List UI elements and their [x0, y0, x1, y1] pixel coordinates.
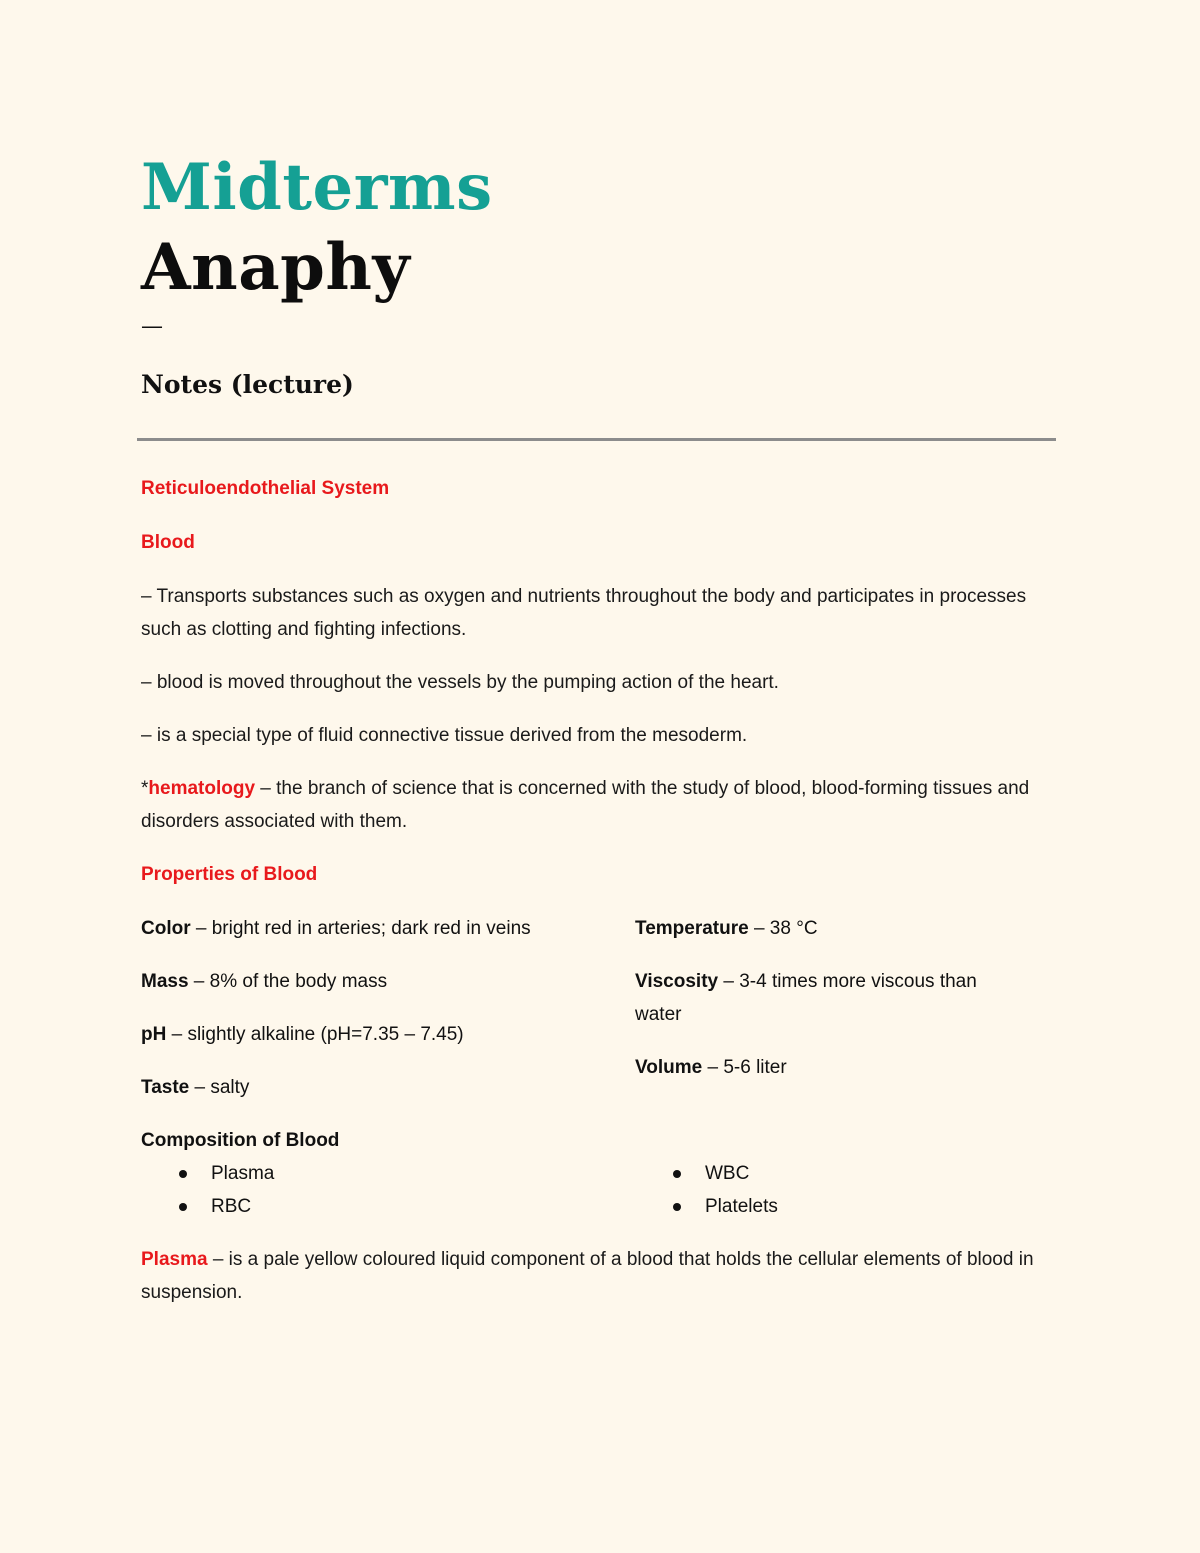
res-heading: Reticuloendothelial System — [141, 478, 390, 499]
composition-columns — [141, 1157, 1056, 1223]
notes-content — [141, 476, 1056, 1309]
plasma-text: – is a pale yellow coloured liquid component of a blood that holds the cellular elements of blood in suspension. — [141, 1249, 1034, 1303]
property-ph: pH – slightly alkaline (pH=7.35 – 7.45) — [141, 1024, 464, 1045]
blood-point-1: – Transports substances such as oxygen and nutrients throughout the body and participates in processes such as clotting and fighting infections. — [141, 586, 1027, 640]
property-mass: Mass – 8% of the body mass — [141, 971, 388, 992]
blood-point-2: – blood is moved throughout the vessels by the pumping action of the heart. — [141, 672, 779, 693]
composition-heading: Composition of Blood — [141, 1130, 340, 1151]
properties-left-column — [141, 912, 635, 1104]
blood-point-3: – is a special type of fluid connective tissue derived from the mesoderm. — [141, 725, 748, 746]
document-page — [141, 150, 1056, 1303]
document-title: Midterms — [141, 150, 493, 225]
blood-heading: Blood — [141, 532, 195, 553]
list-item: WBC — [635, 1157, 1056, 1190]
plasma-term: Plasma — [141, 1249, 208, 1270]
notes-subtitle: Notes (lecture) — [141, 370, 354, 399]
properties-heading: Properties of Blood — [141, 864, 318, 885]
title-dash: — — [141, 314, 163, 339]
plasma-definition — [141, 1243, 1056, 1309]
property-taste: Taste – salty — [141, 1077, 250, 1098]
property-temperature: Temperature – 38 °C — [635, 918, 818, 939]
properties-columns — [141, 912, 1056, 1104]
hematology-text: – the branch of science that is concerned with the study of blood, blood-forming tissues and disorders associated with them. — [141, 778, 1030, 832]
hematology-term: hematology — [148, 778, 256, 799]
bullet-icon — [179, 1203, 187, 1211]
hematology-definition — [141, 772, 1056, 838]
bullet-icon — [673, 1170, 681, 1178]
hematology-prefix: * — [141, 778, 149, 799]
property-color: Color – bright red in arteries; dark red in veins — [141, 918, 531, 939]
composition-right-column — [635, 1157, 1056, 1223]
composition-left-column — [141, 1157, 635, 1223]
list-item: Platelets — [635, 1190, 1056, 1223]
properties-right-column — [635, 912, 1056, 1104]
property-viscosity: Viscosity – 3-4 times more viscous than water — [635, 971, 977, 1025]
subject-title: Anaphy — [141, 230, 411, 305]
list-item: RBC — [141, 1190, 635, 1223]
property-volume: Volume – 5-6 liter — [635, 1057, 787, 1078]
list-item: Plasma — [141, 1157, 635, 1190]
horizontal-divider — [137, 438, 1056, 441]
bullet-icon — [673, 1203, 681, 1211]
bullet-icon — [179, 1170, 187, 1178]
